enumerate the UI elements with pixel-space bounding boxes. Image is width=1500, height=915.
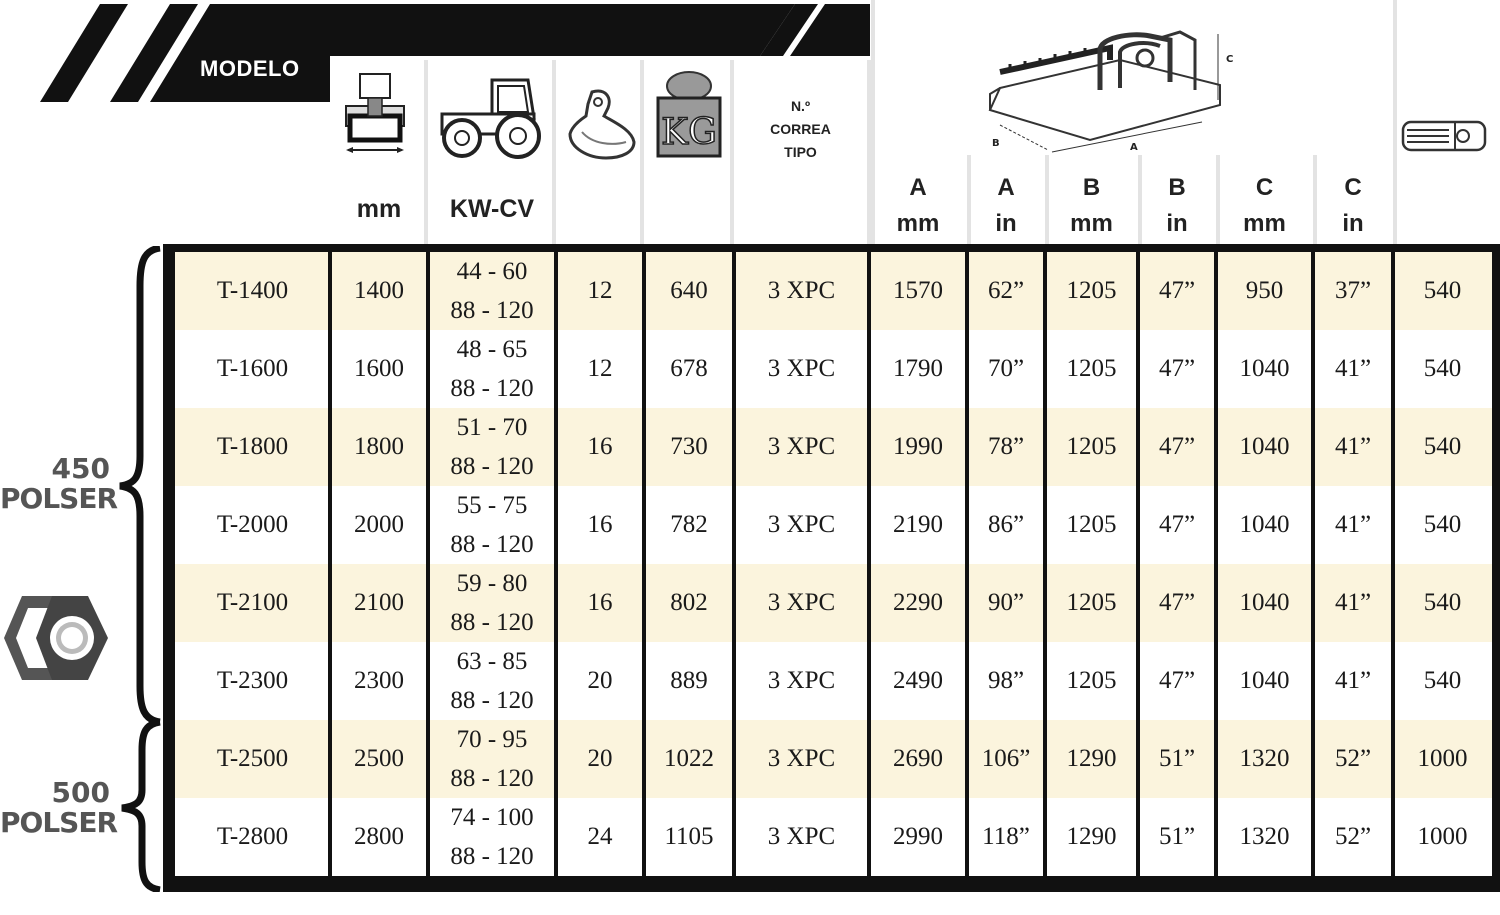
dim-header-unit: in: [995, 210, 1017, 237]
cell-c-in: 37”: [1334, 277, 1372, 304]
cell-model: T-2300: [216, 667, 289, 694]
dim-header-unit: mm: [1243, 210, 1286, 237]
table-row: [175, 486, 1492, 564]
cell-c-in: 41”: [1334, 667, 1372, 694]
dim-header-letter: C: [1344, 174, 1362, 201]
cell-power: [428, 564, 556, 642]
cell-power: [428, 720, 556, 798]
cell-power-kw: 70 - 95: [456, 726, 528, 753]
cell-mm: 2300: [354, 667, 404, 694]
cell-power-kw: 48 - 65: [456, 336, 528, 363]
cell-pto: 540: [1423, 511, 1462, 538]
group-500-number: 500: [51, 776, 110, 809]
cell-power-cv: 88 - 120: [450, 297, 534, 324]
group-450-word: POLSER: [0, 482, 118, 515]
cell-hammers: 16: [587, 589, 613, 616]
cell-c-mm: 1040: [1239, 355, 1290, 382]
cell-a-mm: 2490: [893, 667, 943, 694]
cell-pto: 540: [1423, 277, 1462, 304]
cell-power-cv: 88 - 120: [450, 843, 534, 870]
cell-model: T-1400: [216, 277, 289, 304]
weight-kg-text: KG: [661, 112, 717, 153]
cell-belt: 3 XPC: [767, 823, 836, 850]
cell-hammers: 16: [587, 511, 613, 538]
cell-hammers: 12: [587, 355, 613, 382]
cell-c-mm: 1320: [1239, 745, 1290, 772]
column-divider: [642, 252, 646, 878]
weight-kg-icon: [654, 68, 724, 160]
cell-kg: 1105: [664, 823, 714, 850]
cell-a-in: 118”: [982, 823, 1030, 850]
cell-c-mm: 1040: [1239, 667, 1290, 694]
cell-hammers: 20: [587, 745, 613, 772]
hammer-blade-icon: [562, 86, 642, 166]
cell-a-mm: 2290: [893, 589, 943, 616]
cell-a-in: 106”: [981, 745, 1031, 772]
cell-pto: 1000: [1417, 745, 1468, 772]
table-row: [175, 642, 1492, 720]
cell-power: [428, 252, 556, 330]
column-divider: [1043, 252, 1047, 878]
dim-header-letter: B: [1082, 174, 1101, 201]
cell-c-mm: 1320: [1239, 823, 1290, 850]
header-pto-column: [1393, 0, 1500, 245]
dim-header-unit: in: [1166, 210, 1188, 237]
cell-power-cv: 88 - 120: [450, 531, 534, 558]
cell-belt: 3 XPC: [767, 589, 836, 616]
cell-pto: 540: [1423, 667, 1462, 694]
cell-power-kw: 44 - 60: [456, 258, 528, 285]
cell-b-in: 47”: [1158, 277, 1196, 304]
cell-b-mm: 1205: [1066, 667, 1117, 694]
diagram-label-a: A: [1130, 142, 1138, 153]
cell-pto: 540: [1423, 355, 1462, 382]
cell-hammers: 16: [587, 433, 613, 460]
cell-model: T-1600: [216, 355, 289, 382]
cell-pto: 1000: [1417, 823, 1468, 850]
cell-b-mm: 1205: [1066, 589, 1117, 616]
cell-c-in: 52”: [1334, 745, 1372, 772]
cell-kg: 802: [670, 589, 708, 616]
cell-b-in: 47”: [1158, 433, 1196, 460]
cell-belt: 3 XPC: [767, 433, 836, 460]
belt-header-line3: TIPO: [784, 144, 817, 160]
cell-mm: 1800: [354, 433, 404, 460]
cell-a-in: 62”: [987, 277, 1025, 304]
header-hammers-column: [556, 60, 644, 245]
group-brace-450: [116, 246, 164, 724]
group-450-number: 450: [51, 452, 110, 485]
cell-a-in: 78”: [987, 433, 1025, 460]
cell-model: T-2000: [216, 511, 289, 538]
column-divider: [554, 252, 558, 878]
dim-header-letter: C: [1255, 174, 1274, 201]
cell-hammers: 24: [587, 823, 613, 850]
column-divider: [328, 252, 332, 878]
cell-a-mm: 2190: [893, 511, 943, 538]
cell-belt: 3 XPC: [767, 355, 836, 382]
cell-c-mm: 1040: [1239, 433, 1290, 460]
cell-a-in: 98”: [987, 667, 1025, 694]
cell-power-kw: 74 - 100: [450, 804, 534, 831]
cell-c-mm: 1040: [1239, 589, 1290, 616]
modelo-header: MODELO: [200, 56, 300, 81]
cell-b-mm: 1205: [1066, 355, 1117, 382]
cell-power-cv: 88 - 120: [450, 687, 534, 714]
cell-c-mm: 1040: [1239, 511, 1290, 538]
dim-header-unit: mm: [896, 210, 940, 237]
cell-power: [428, 642, 556, 720]
cell-kg: 640: [670, 277, 708, 304]
cell-c-in: 41”: [1334, 511, 1372, 538]
table-row: [175, 330, 1492, 408]
column-divider: [426, 252, 430, 878]
cell-model: T-2500: [216, 745, 289, 772]
cell-pto: 540: [1423, 433, 1462, 460]
cell-c-in: 41”: [1334, 433, 1372, 460]
group-500-word: POLSER: [0, 806, 118, 839]
cell-pto: 540: [1423, 589, 1462, 616]
pto-shaft-icon: [1401, 118, 1487, 154]
cell-mm: 2000: [354, 511, 404, 538]
cell-mm: 1400: [354, 277, 404, 304]
cell-kg: 889: [670, 667, 708, 694]
dim-header-unit: mm: [1070, 210, 1113, 237]
cell-b-in: 51”: [1158, 745, 1196, 772]
cell-c-in: 52”: [1334, 823, 1372, 850]
cell-hammers: 12: [587, 277, 613, 304]
header-power-column: [428, 60, 556, 245]
table-row: [175, 252, 1492, 330]
dim-header-unit: in: [1342, 210, 1364, 237]
cell-mm: 2100: [354, 589, 404, 616]
dim-header-letter: A: [997, 174, 1015, 201]
brand-logo: [0, 594, 112, 682]
cell-a-mm: 1790: [893, 355, 943, 382]
cell-model: T-2800: [216, 823, 289, 850]
cell-b-in: 47”: [1158, 589, 1196, 616]
cell-a-mm: 1570: [893, 277, 943, 304]
cell-power: [428, 330, 556, 408]
table-row: [175, 798, 1492, 876]
column-divider: [732, 252, 736, 878]
cell-kg: 1022: [664, 745, 714, 772]
cell-hammers: 20: [587, 667, 613, 694]
belt-header-line1: N.º: [790, 98, 811, 114]
cell-belt: 3 XPC: [767, 511, 836, 538]
cell-c-in: 41”: [1334, 355, 1372, 382]
cell-power-kw: 63 - 85: [456, 648, 528, 675]
cell-power: [428, 798, 556, 876]
cell-b-mm: 1205: [1066, 511, 1117, 538]
cell-b-mm: 1290: [1066, 745, 1117, 772]
dim-header-letter: B: [1168, 174, 1186, 201]
cell-kg: 782: [670, 511, 708, 538]
cell-power-kw: 51 - 70: [456, 414, 528, 441]
mulcher-diagram-icon: [970, 10, 1240, 160]
dim-header-letter: A: [909, 174, 927, 201]
cell-model: T-1800: [216, 433, 289, 460]
table-row: [175, 564, 1492, 642]
cell-b-in: 47”: [1158, 511, 1196, 538]
header-weight-column: [644, 60, 734, 245]
cell-a-mm: 2990: [893, 823, 943, 850]
cell-power-kw: 59 - 80: [456, 570, 528, 597]
column-divider: [1391, 252, 1395, 878]
belt-header-line2: CORREA: [770, 121, 831, 137]
group-label-450: [0, 452, 118, 515]
cell-c-in: 41”: [1334, 589, 1372, 616]
cell-kg: 730: [670, 433, 708, 460]
table-row: [175, 720, 1492, 798]
cell-power: [428, 486, 556, 564]
cell-power-cv: 88 - 120: [450, 375, 534, 402]
cell-a-in: 86”: [987, 511, 1025, 538]
group-brace-500: [116, 720, 164, 892]
cell-a-mm: 2690: [893, 745, 943, 772]
cell-belt: 3 XPC: [767, 667, 836, 694]
cell-model: T-2100: [216, 589, 289, 616]
header-width-column: [330, 60, 428, 245]
group-label-500: [0, 776, 118, 839]
column-divider: [1214, 252, 1218, 878]
cell-mm: 2800: [354, 823, 404, 850]
cell-a-in: 70”: [987, 355, 1025, 382]
column-divider: [1311, 252, 1315, 878]
cell-power-cv: 88 - 120: [450, 453, 534, 480]
cell-c-mm: 950: [1245, 277, 1284, 304]
width-unit-label: mm: [356, 195, 402, 223]
cell-b-in: 47”: [1158, 667, 1196, 694]
cell-b-mm: 1205: [1066, 277, 1117, 304]
table-row: [175, 408, 1492, 486]
cell-power: [428, 408, 556, 486]
cell-belt: 3 XPC: [767, 277, 836, 304]
cell-b-mm: 1290: [1066, 823, 1117, 850]
column-divider: [867, 252, 871, 878]
column-divider: [1136, 252, 1140, 878]
cell-b-in: 47”: [1158, 355, 1196, 382]
cell-power-kw: 55 - 75: [456, 492, 528, 519]
tractor-icon: [436, 72, 546, 162]
cell-kg: 678: [670, 355, 708, 382]
width-icon: [340, 70, 410, 156]
cell-mm: 1600: [354, 355, 404, 382]
diagram-label-c: C: [1226, 54, 1234, 65]
cell-a-mm: 1990: [893, 433, 943, 460]
column-divider: [965, 252, 969, 878]
cell-power-cv: 88 - 120: [450, 765, 534, 792]
diagram-label-b: B: [992, 138, 1000, 149]
cell-a-in: 90”: [987, 589, 1025, 616]
cell-b-mm: 1205: [1066, 433, 1117, 460]
cell-mm: 2500: [354, 745, 404, 772]
cell-power-cv: 88 - 120: [450, 609, 534, 636]
power-unit-label: KW-CV: [449, 195, 535, 223]
cell-belt: 3 XPC: [767, 745, 836, 772]
cell-b-in: 51”: [1158, 823, 1196, 850]
header-belt-column: [734, 60, 871, 245]
